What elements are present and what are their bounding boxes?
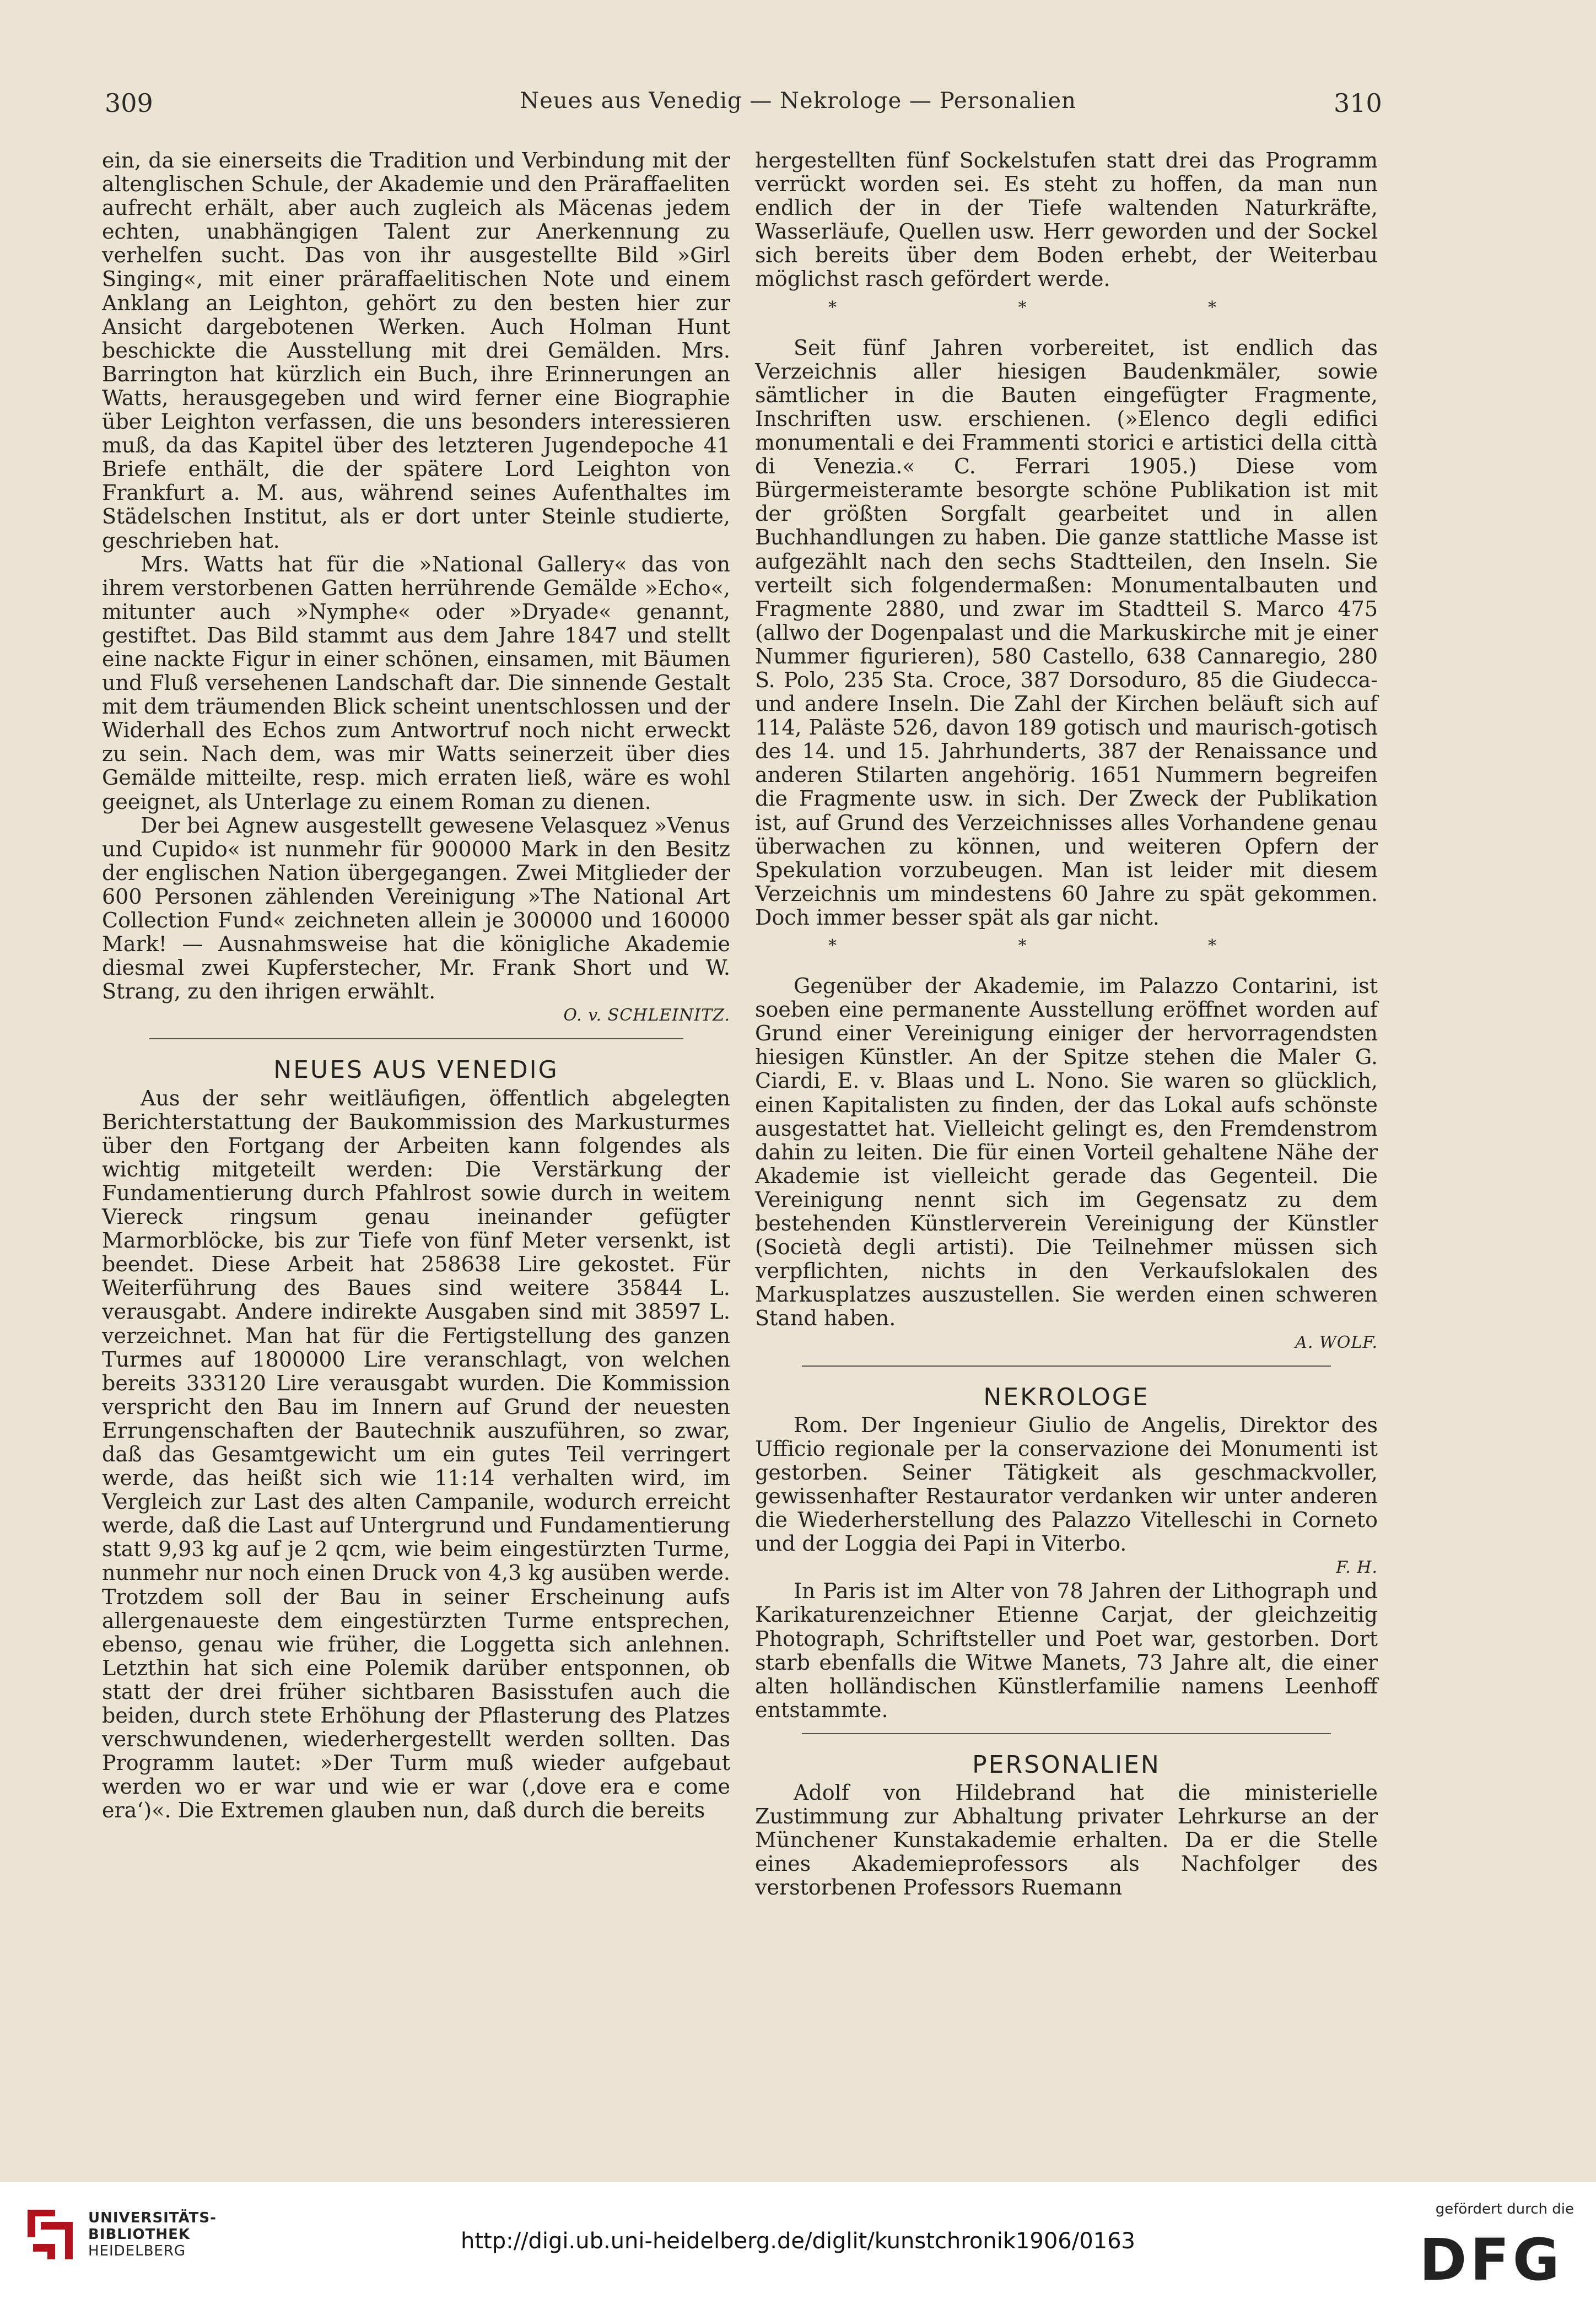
section-title: PERSONALIEN <box>972 1750 1161 1779</box>
library-name: UNIVERSITÄTS- BIBLIOTHEK HEIDELBERG <box>88 2210 217 2259</box>
section-title: NEKROLOGE <box>983 1383 1150 1411</box>
author-signature: F. H. <box>1336 1558 1378 1578</box>
left-column <box>102 149 730 1822</box>
paragraph: Rom. Der Ingenieur Giulio de Angelis, Direktor des Ufficio regionale per la conservazione dei Monumenti ist gestorben. Seiner Tätigkeit als geschmackvoller, gewissenhafter Restaurator verdanken wir unter anderen die Wiederherstellung des Palazzo Vitelleschi in Corneto und der Loggia dei Papi in Viterbo. <box>755 1412 1378 1556</box>
left-page-number: 309 <box>105 88 153 118</box>
section-stars: * * * <box>828 298 1305 317</box>
running-head: Neues aus Venedig — Nekrologe — Personalien <box>520 88 1076 114</box>
paragraph: Der bei Agnew ausgestellt gewesene Velasquez »Venus und Cupido« ist nunmehr für 900000 Mark in den Besitz der englischen Nation übergegangen. Zwei Mitglieder der 600 Personen zählenden Vereinigung »The National Art Collection Fund« zeichneten allein je 300000 und 160000 Mark! — Ausnahmsweise hat die königliche Akademie diesmal zwei Kupferstecher, Mr. Frank Short und W. Strang, zu den ihrigen erwählt. <box>102 813 730 1004</box>
paragraph: Seit fünf Jahren vorbereitet, ist endlich das Verzeichnis aller hiesigen Baudenkmäler, sowie sämtlicher in die Bauten eingefügter Fragmente, Inschriften usw. erschienen. (»Elenco degli edifici monumentali e dei Frammenti storici e artistici della città di Venezia.« C. Ferrari 1905.) Diese vom Bürgermeisteramte besorgte schöne Publikation ist mit der größten Sorgfalt gearbeitet und in allen Buchhandlungen zu haben. Die ganze stattliche Masse ist aufgezählt nach den sechs Stadtteilen, den Inseln. Sie verteilt sich folgendermaßen: Monumentalbauten und Fragmente 2880, und zwar im Stadtteil S. Marco 475 (allwo der Dogenpalast und die Markuskirche mit je einer Nummer figurieren), 580 Castello, 638 Cannaregio, 280 S. Polo, 235 Sta. Croce, 387 Dorsoduro, 85 die Giudecca- und andere Inseln. Die Zahl der Kirchen beläuft sich auf 114, Paläste 526, davon 189 gotisch und maurisch-gotisch des 14. und 15. Jahrhunderts, 387 der Renaissance und anderen Stilarten angehörig. 1651 Nummern begreifen die Fragmente usw. in sich. Der Zweck der Publikation ist, auf Grund des Verzeichnisses alles Vorhandene genau überwachen zu können, und weiteren Opfern der Spekulation vorzubeugen. Man ist leider mit diesem Verzeichnis um mindestens 60 Jahre zu spät gekommen. Doch immer besser spät als gar nicht. <box>755 335 1378 930</box>
section-stars: * * * <box>828 936 1305 956</box>
paragraph: Gegenüber der Akademie, im Palazzo Contarini, ist soeben eine permanente Ausstellung eröffnet worden auf Grund einer Vereinigung einiger der hervorragendsten hiesigen Künstler. An der Spitze stehen die Maler G. Ciardi, E. v. Blaas und L. Nono. Sie waren so glücklich, einen Kapitalisten zu finden, der das Lokal aufs schönste ausgestattet hat. Vielleicht gelingt es, den Fremdenstrom dahin zu leiten. Die für einen Vorteil gehaltene Nähe der Akademie ist vielleicht gerade das Gegenteil. Die Vereinigung nennt sich im Gegensatz zu dem bestehenden Künstlerverein Vereinigung der Künstler (Società degli artisti). Die Teilnehmer müssen sich verpflichten, nichts in den Verkaufslokalen des Markusplatzes auszustellen. Sie werden einen schweren Stand haben. <box>755 974 1378 1331</box>
paragraph: hergestellten fünf Sockelstufen statt drei das Programm verrückt worden sei. Es steht zu hoffen, da man nun endlich der in der Tiefe waltenden Naturkräfte, Wasserläufe, Quellen usw. Herr geworden und der Sockel sich bereits über dem Boden erhebt, der Weiterbau möglichst rasch gefördert werde. <box>755 148 1378 292</box>
paragraph: Mrs. Watts hat für die »National Gallery« das von ihrem verstorbenen Gatten herrührende Gemälde »Echo«, mitunter auch »Nymphe« oder »Dryade« genannt, gestiftet. Das Bild stammt aus dem Jahre 1847 und stellt eine nackte Figur in einer schönen, einsamen, mit Bäumen und Fluß versehenen Landschaft dar. Die sinnende Gestalt mit dem träumenden Blick scheint unentschlossen und der Widerhall des Echos zum Antwortruf noch nicht erweckt zu sein. Nach dem, was mir Watts seinerzeit über dies Gemälde mitteilte, resp. mich erraten ließ, wäre es wohl geeignet, als Unterlage zu einem Roman zu dienen. <box>102 552 730 814</box>
paragraph: In Paris ist im Alter von 78 Jahren der Lithograph und Karikaturenzeichner Etienne Carjat, der gleichzeitig Photograph, Schriftsteller und Poet war, gestorben. Dort starb ebenfalls die Witwe Manets, 73 Jahre alt, die einer alten holländischen Künstlerfamilie namens Leenhoff entstammte. <box>755 1579 1378 1722</box>
dfg-logo: DFG <box>1419 2226 1563 2293</box>
source-url-link[interactable]: http://digi.ub.uni-heidelberg.de/diglit/kunstchronik1906/0163 <box>460 2228 1135 2254</box>
right-column <box>755 149 1378 1899</box>
paragraph: ein, da sie einerseits die Tradition und Verbindung mit der altenglischen Schule, der Akademie und den Präraffaeliten aufrecht erhält, aber auch zugleich als Mäcenas jedem echten, unabhängigen Talent zur Anerkennung zu verhelfen sucht. Das von ihr ausgestellte Bild »Girl Singing«, mit einer präraffaelitischen Note und einem Anklang an Leighton, gehört zu den besten hier zur Ansicht dargebotenen Werken. Auch Holman Hunt beschickte die Ausstellung mit drei Gemälden. Mrs. Barrington hat kürzlich ein Buch, ihre Erinnerungen an Watts, herausgegeben und wird ferner eine Biographie über Leighton verfassen, die uns besonders interessieren muß, da das Kapitel über des letzteren Jugendepoche 41 Briefe enthält, die der spätere Lord Leighton von Frankfurt a. M. aus, während seines Aufenthaltes im Städelschen Institut, als er dort unter Steinle studierte, geschrieben hat. <box>102 148 730 553</box>
section-divider <box>149 1038 683 1039</box>
author-signature: O. v. SCHLEINITZ. <box>563 1006 730 1026</box>
section-divider <box>802 1366 1331 1367</box>
section-title: NEUES AUS VENEDIG <box>273 1056 559 1084</box>
author-signature: A. WOLF. <box>1295 1332 1378 1352</box>
paragraph: Aus der sehr weitläufigen, öffentlich abgelegten Berichterstattung der Baukommission des Markusturmes über den Fortgang der Arbeiten kann folgendes als wichtig mitgeteilt werden: Die Verstärkung der Fundamentierung durch Pfahlrost sowie durch in weitem Viereck ringsum genau ineinander gefügter Marmorblöcke, bis zur Tiefe von fünf Meter versenkt, ist beendet. Diese Arbeit hat 258638 Lire gekostet. Für Weiterführung des Baues sind weitere 35844 L. verausgabt. Andere indirekte Ausgaben sind mit 38597 L. verzeichnet. Man hat für die Fertigstellung des ganzen Turmes auf 1800000 Lire veranschlagt, von welchen bereits 333120 Lire verausgabt wurden. Die Kommission verspricht den Bau im Innern auf Grund der neuesten Errungenschaften der Bautechnik auszuführen, so zwar, daß das Gesamtgewicht um ein gutes Teil verringert werde, das heißt sich wie 11:14 verhalten wird, im Vergleich zur Last des alten Campanile, wodurch erreicht werde, daß die Last auf Untergrund und Fundamentierung statt 9,93 kg auf je 2 qcm, wie beim eingestürzten Turme, nunmehr nur noch einen Druck von 4,3 kg ausüben werde. Trotzdem soll der Bau in seiner Erscheinung aufs allergenaueste dem eingestürzten Turme entsprechen, ebenso, genau wie früher, die Loggetta sich anlehnen. Letzthin hat sich eine Polemik darüber entsponnen, ob statt der drei früher sichtbaren Basisstufen auch die beiden, durch stete Erhöhung der Pflasterung des Platzes verschwundenen, wiederhergestellt werden sollten. Das Programm lautet: »Der Turm muß wieder aufgebaut werden wo er war und wie er war (‚dove era e come era‘)«. Die Extremen glauben nun, daß durch die bereits <box>102 1086 730 1823</box>
funded-by-label: gefördert durch die <box>1435 2201 1574 2217</box>
paragraph: Adolf von Hildebrand hat die ministerielle Zustimmung zur Abhaltung privater Lehrkurse an der Münchener Kunstakademie erhalten. Da er die Stelle eines Akademieprofessors als Nachfolger des verstorbenen Professors Ruemann <box>755 1780 1378 1900</box>
right-page-number: 310 <box>1334 88 1382 118</box>
viewer-footer <box>0 2182 1596 2299</box>
section-divider <box>802 1733 1331 1734</box>
